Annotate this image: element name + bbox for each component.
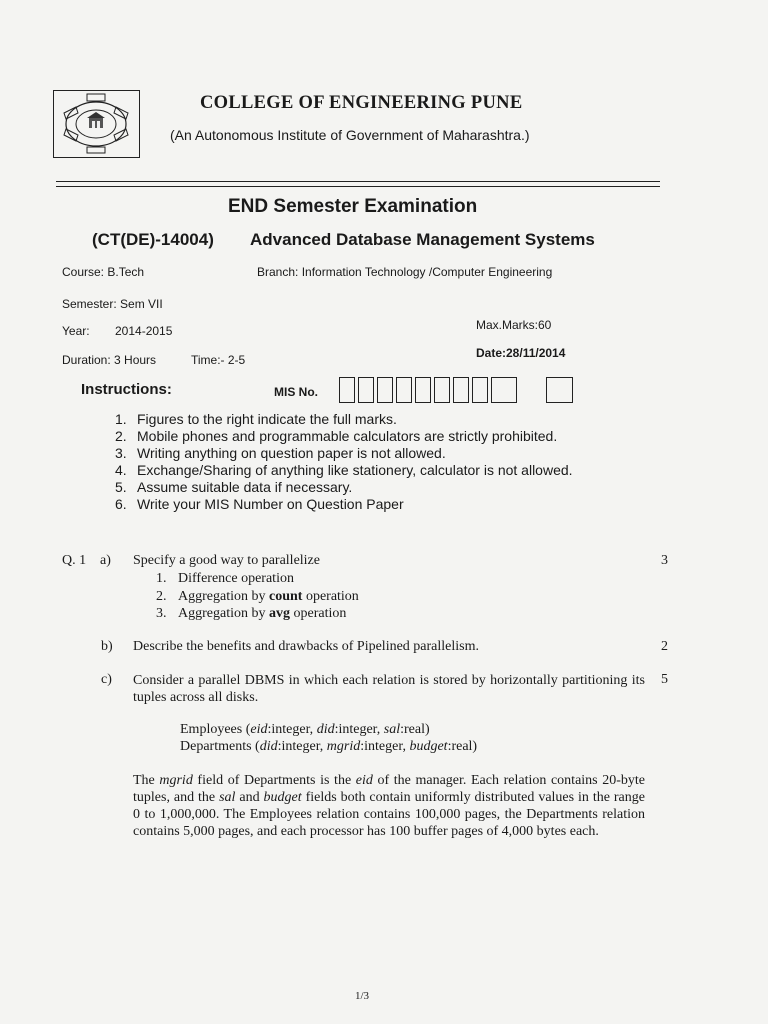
duration-info: Duration: 3 Hours bbox=[62, 353, 157, 367]
course-title: Advanced Database Management Systems bbox=[250, 230, 595, 249]
question-part-label: c) bbox=[101, 672, 112, 687]
mis-digit-box[interactable] bbox=[415, 377, 431, 403]
question-text: Specify a good way to parallelize bbox=[133, 553, 320, 568]
mis-check-box[interactable] bbox=[546, 377, 573, 403]
instruction-item: 6. Write your MIS Number on Question Paper bbox=[115, 496, 404, 512]
question-marks: 5 bbox=[661, 672, 668, 687]
question-text: Describe the benefits and drawbacks of Pipelined parallelism. bbox=[133, 639, 479, 654]
instruction-item: 2. Mobile phones and programmable calculators are strictly prohibited. bbox=[115, 428, 558, 444]
year-value: 2014-2015 bbox=[115, 324, 173, 338]
mis-digit-box[interactable] bbox=[434, 377, 450, 403]
exam-date: Date:28/11/2014 bbox=[476, 346, 566, 360]
instruction-item: 4. Exchange/Sharing of anything like stationery, calculator is not allowed. bbox=[115, 462, 573, 478]
question-paragraph: The mgrid field of Departments is the eid of the manager. Each relation contains 20-byte tuples, and the sal and budget fields both contain uniformly distributed values in the range 0 to 1,000,000. The Employees relation contains 100,000 pages, the Departments relation contains 5,000 pages, and each processor has 100 buffer pages of 4,000 bytes each. bbox=[133, 773, 645, 839]
question-part-label: b) bbox=[101, 639, 113, 654]
year-label: Year: bbox=[62, 324, 90, 338]
mis-digit-box[interactable] bbox=[358, 377, 374, 403]
mis-digit-box[interactable] bbox=[453, 377, 469, 403]
instructions-heading: Instructions: bbox=[81, 381, 172, 398]
list-item: 2. Aggregation by count operation bbox=[156, 588, 359, 604]
max-marks: Max.Marks:60 bbox=[476, 318, 552, 332]
college-emblem-icon bbox=[54, 91, 138, 156]
instruction-item: 5. Assume suitable data if necessary. bbox=[115, 479, 353, 495]
course-info: Course: B.Tech bbox=[62, 265, 145, 279]
branch-info: Branch: Information Technology /Computer Engineering bbox=[257, 265, 553, 279]
exam-title: END Semester Examination bbox=[228, 196, 478, 217]
header-divider-bottom bbox=[56, 186, 660, 187]
instruction-item: 1. Figures to the right indicate the full marks. bbox=[115, 411, 397, 427]
header-divider-top bbox=[56, 181, 660, 182]
semester-info: Semester: Sem VII bbox=[62, 297, 163, 311]
page-number: 1/3 bbox=[355, 990, 370, 1002]
question-text: Consider a parallel DBMS in which each relation is stored by horizontally partitioning its tuples across all disks. bbox=[133, 673, 645, 705]
list-item: 3. Aggregation by avg operation bbox=[156, 606, 347, 621]
mis-label: MIS No. bbox=[274, 385, 318, 399]
instruction-item: 3. Writing anything on question paper is not allowed. bbox=[115, 445, 446, 461]
list-item: 1. Difference operation bbox=[156, 571, 294, 586]
college-logo bbox=[53, 90, 140, 158]
college-name: COLLEGE OF ENGINEERING PUNE bbox=[200, 93, 523, 113]
question-marks: 2 bbox=[661, 639, 668, 654]
time-info: Time:- 2-5 bbox=[191, 353, 246, 367]
question-marks: 3 bbox=[661, 553, 668, 568]
question-part-label: a) bbox=[100, 553, 111, 568]
question-sublist bbox=[156, 570, 359, 623]
college-subtitle: (An Autonomous Institute of Government of Maharashtra.) bbox=[170, 127, 530, 143]
instructions-list bbox=[115, 411, 573, 513]
course-code: (CT(DE)-14004) bbox=[92, 230, 214, 249]
question-number: Q. 1 bbox=[62, 553, 87, 568]
mis-digit-box[interactable] bbox=[472, 377, 488, 403]
mis-digit-box[interactable] bbox=[396, 377, 412, 403]
mis-digit-box[interactable] bbox=[377, 377, 393, 403]
mis-number-boxes[interactable] bbox=[339, 377, 520, 403]
relation-schema-departments: Departments (did:integer, mgrid:integer, budget:real) bbox=[180, 739, 478, 754]
mis-digit-box[interactable] bbox=[339, 377, 355, 403]
relation-schema-employees: Employees (eid:integer, did:integer, sal:real) bbox=[180, 722, 430, 737]
mis-digit-box[interactable] bbox=[491, 377, 517, 403]
